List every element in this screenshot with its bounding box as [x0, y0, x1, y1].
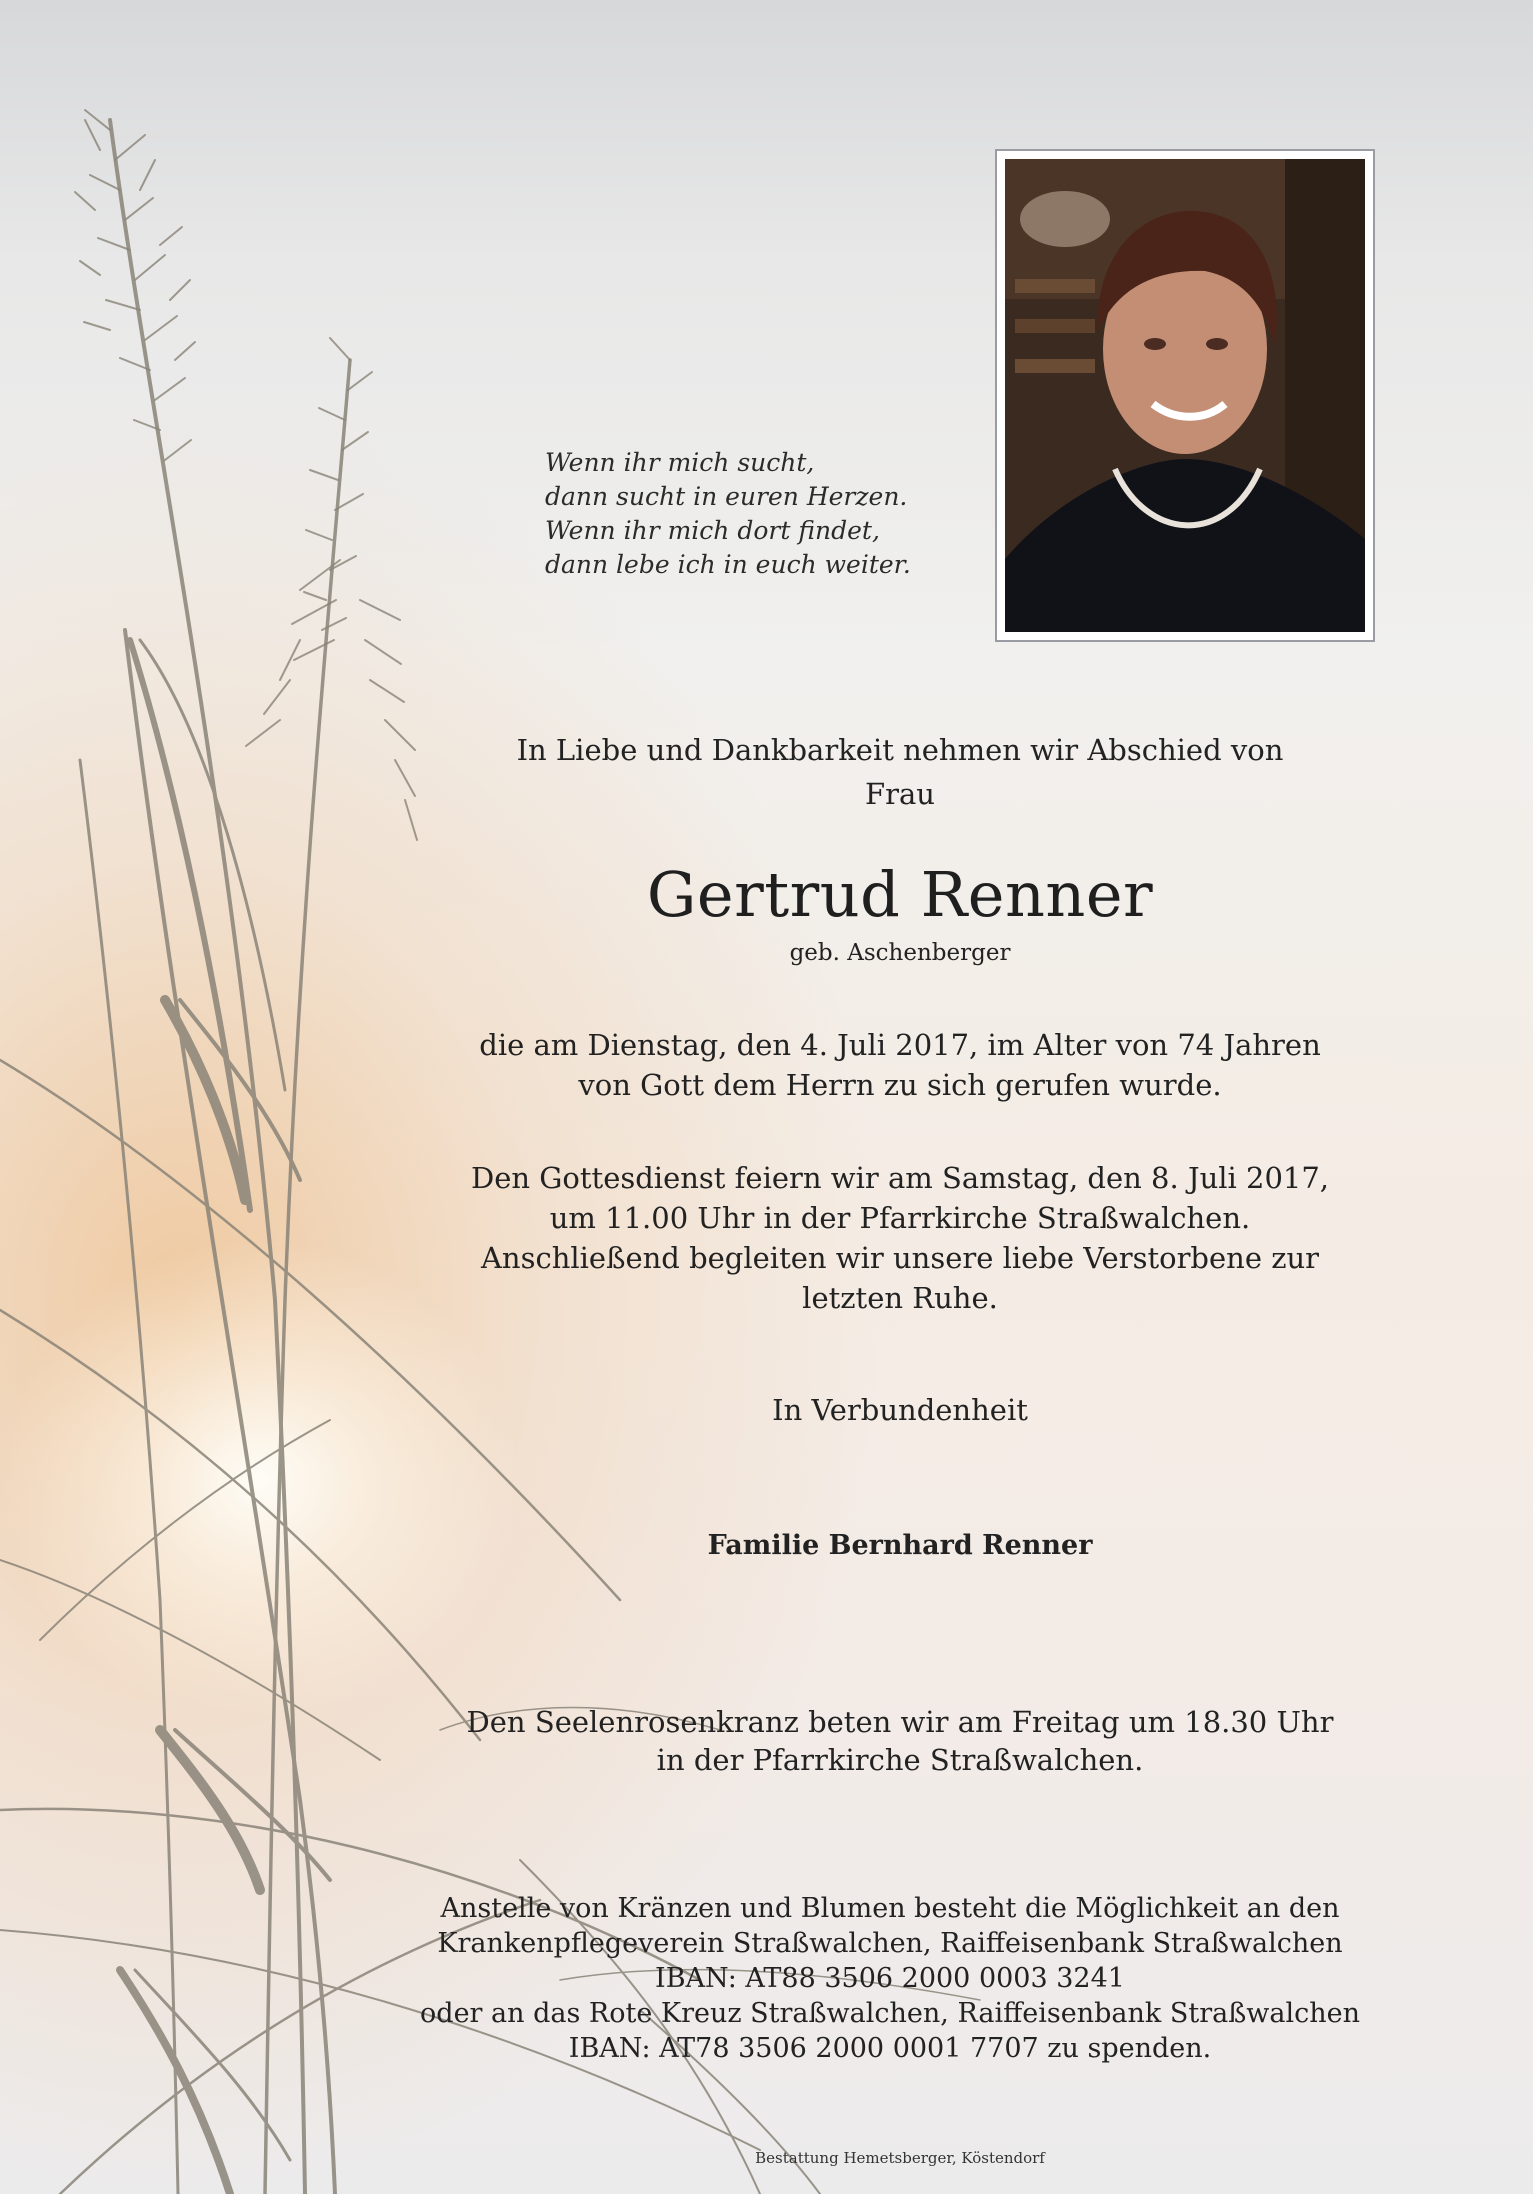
donation-notice	[370, 1891, 1410, 2066]
intro-text	[490, 728, 1310, 816]
intro-line-2: Frau	[865, 777, 935, 811]
poem-line-2: dann sucht in euren Herzen.	[545, 482, 908, 511]
rosary-line-1: Den Seelenrosenkranz beten wir am Freitag um 18.30 Uhr	[466, 1705, 1334, 1739]
maiden-name: geb. Aschenberger	[789, 940, 1011, 966]
service-line-3: Anschließend begleiten wir unsere liebe Verstorbene zur	[480, 1241, 1320, 1275]
death-line-2: von Gott dem Herrn zu sich gerufen wurde.	[578, 1068, 1222, 1102]
poem-line-4: dann lebe ich in euch weiter.	[545, 550, 911, 579]
donation-line-1: Anstelle von Kränzen und Blumen besteht die Möglichkeit an den	[440, 1893, 1340, 1924]
undertaker-credit: Bestattung Hemetsberger, Köstendorf	[755, 2149, 1045, 2167]
rosary-line-2: in der Pfarrkirche Straßwalchen.	[656, 1743, 1144, 1777]
rosary-notice	[440, 1703, 1360, 1779]
family-signature: Familie Bernhard Renner	[707, 1530, 1093, 1561]
poem-line-1: Wenn ihr mich sucht,	[545, 448, 815, 477]
service-line-2: um 11.00 Uhr in der Pfarrkirche Straßwalchen.	[549, 1201, 1251, 1235]
regards: In Verbundenheit	[772, 1393, 1028, 1427]
deceased-name: Gertrud Renner	[646, 858, 1154, 931]
donation-line-5: IBAN: AT78 3506 2000 0001 7707 zu spenden.	[568, 2033, 1212, 2064]
death-line-1: die am Dienstag, den 4. Juli 2017, im Alter von 74 Jahren	[479, 1028, 1321, 1062]
intro-line-1: In Liebe und Dankbarkeit nehmen wir Abschied von	[516, 733, 1284, 767]
donation-line-4: oder an das Rote Kreuz Straßwalchen, Raiffeisenbank Straßwalchen	[420, 1998, 1360, 2029]
funeral-service	[440, 1158, 1360, 1318]
death-notice	[440, 1025, 1360, 1105]
portrait-photo	[1005, 159, 1365, 632]
service-line-1: Den Gottesdienst feiern wir am Samstag, den 8. Juli 2017,	[470, 1161, 1330, 1195]
service-line-4: letzten Ruhe.	[802, 1281, 998, 1315]
portrait-frame	[995, 149, 1375, 642]
poem	[545, 446, 965, 582]
donation-line-3: IBAN: AT88 3506 2000 0003 3241	[655, 1963, 1125, 1994]
poem-line-3: Wenn ihr mich dort findet,	[545, 516, 880, 545]
donation-line-2: Krankenpflegeverein Straßwalchen, Raiffeisenbank Straßwalchen	[437, 1928, 1343, 1959]
